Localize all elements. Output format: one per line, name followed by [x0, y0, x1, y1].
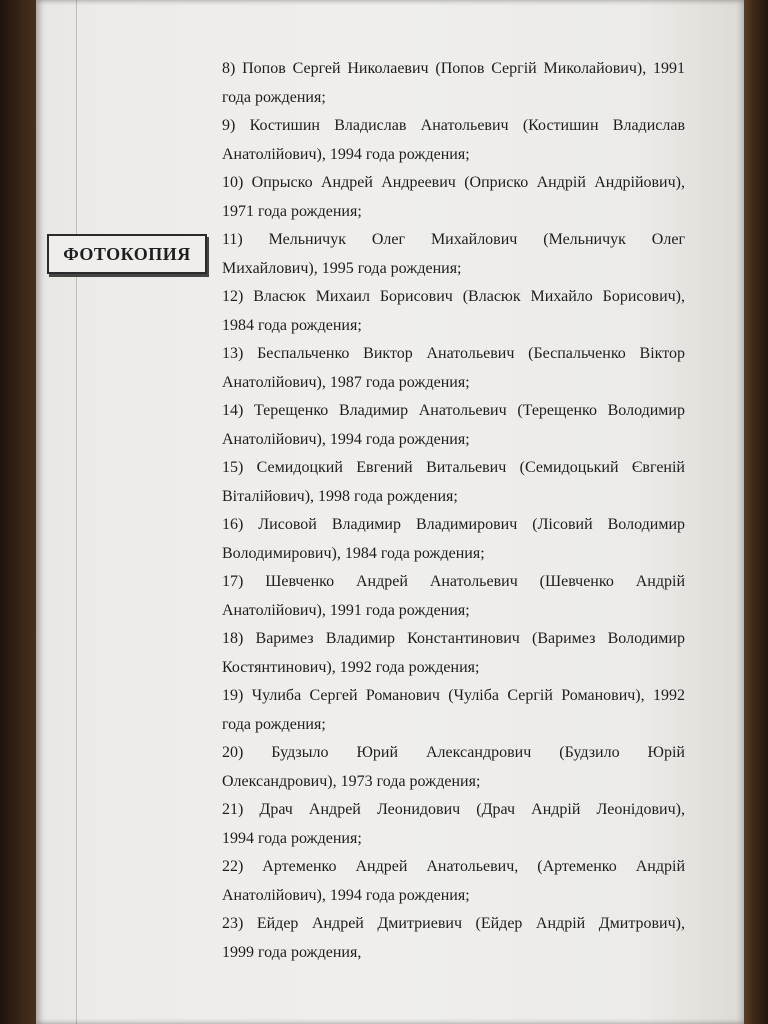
list-item-line2: Анатолійович), 1987 года рождения;	[222, 373, 470, 391]
list-item-line1: 21) Драч Андрей Леонидович (Драч Андрій Леонідович),	[222, 801, 685, 818]
list-item	[222, 226, 685, 283]
list-item-line2: года рождения;	[222, 88, 326, 106]
list-item	[222, 910, 685, 967]
list-item-line1: 16) Лисовой Владимир Владимирович (Лісовий Володимир	[222, 516, 685, 533]
list-item	[222, 511, 685, 568]
list-item-line2: Михайлович), 1995 года рождения;	[222, 259, 462, 277]
list-item	[222, 796, 685, 853]
list-item-line1: 19) Чулиба Сергей Романович (Чуліба Сергій Романович), 1992	[222, 687, 685, 704]
list-item	[222, 283, 685, 340]
list-item-line2: Олександрович), 1973 года рождения;	[222, 772, 481, 790]
list-item	[222, 397, 685, 454]
list-item-line1: 10) Опрыско Андрей Андреевич (Оприско Андрій Андрійович),	[222, 174, 685, 191]
list-item	[222, 169, 685, 226]
list-item-line2: года рождения;	[222, 715, 326, 733]
list-item-line1: 8) Попов Сергей Николаевич (Попов Сергій Миколайович), 1991	[222, 60, 685, 77]
list-item-line2: 1971 года рождения;	[222, 202, 362, 220]
list-item	[222, 568, 685, 625]
list-item-line2: Анатолійович), 1994 года рождения;	[222, 886, 470, 904]
list-item	[222, 112, 685, 169]
page-margin-line	[76, 0, 77, 1024]
wood-background-left	[0, 0, 40, 1024]
list-item-line1: 20) Будзыло Юрий Александрович (Будзило Юрій	[222, 744, 685, 761]
photocopy-stamp: ФОТОКОПИЯ	[47, 234, 207, 274]
list-item	[222, 739, 685, 796]
list-item-line1: 9) Костишин Владислав Анатольевич (Костишин Владислав	[222, 117, 685, 134]
list-item-line2: Анатолійович), 1991 года рождения;	[222, 601, 470, 619]
list-item-line2: 1994 года рождения;	[222, 829, 362, 847]
list-item-line2: Віталійович), 1998 года рождения;	[222, 487, 458, 505]
list-item-line1: 14) Терещенко Владимир Анатольевич (Терещенко Володимир	[222, 402, 685, 419]
list-item	[222, 454, 685, 511]
list-item	[222, 682, 685, 739]
list-item-line1: 15) Семидоцкий Евгений Витальевич (Семидоцький Євгеній	[222, 459, 685, 476]
list-item-line1: 18) Варимез Владимир Константинович (Варимез Володимир	[222, 630, 685, 647]
list-item-line1: 23) Ейдер Андрей Дмитриевич (Ейдер Андрій Дмитрович),	[222, 915, 685, 932]
list-item-line1: 12) Власюк Михаил Борисович (Власюк Михайло Борисович),	[222, 288, 685, 305]
list-item-line2: Анатолійович), 1994 года рождения;	[222, 430, 470, 448]
person-list	[222, 55, 685, 967]
list-item-line2: Анатолійович), 1994 года рождения;	[222, 145, 470, 163]
list-item	[222, 55, 685, 112]
list-item-line1: 22) Артеменко Андрей Анатольевич, (Артеменко Андрій	[222, 858, 685, 875]
list-item-line1: 13) Беспальченко Виктор Анатольевич (Беспальченко Віктор	[222, 345, 685, 362]
list-item-line2: 1984 года рождения;	[222, 316, 362, 334]
list-item-line2: Костянтинович), 1992 года рождения;	[222, 658, 480, 676]
list-item-line1: 11) Мельничук Олег Михайлович (Мельничук Олег	[222, 231, 685, 248]
list-item-line2: 1999 года рождения,	[222, 943, 362, 961]
list-item	[222, 853, 685, 910]
list-item-line1: 17) Шевченко Андрей Анатольевич (Шевченко Андрій	[222, 573, 685, 590]
list-item	[222, 340, 685, 397]
list-item	[222, 625, 685, 682]
list-item-line2: Володимирович), 1984 года рождения;	[222, 544, 485, 562]
